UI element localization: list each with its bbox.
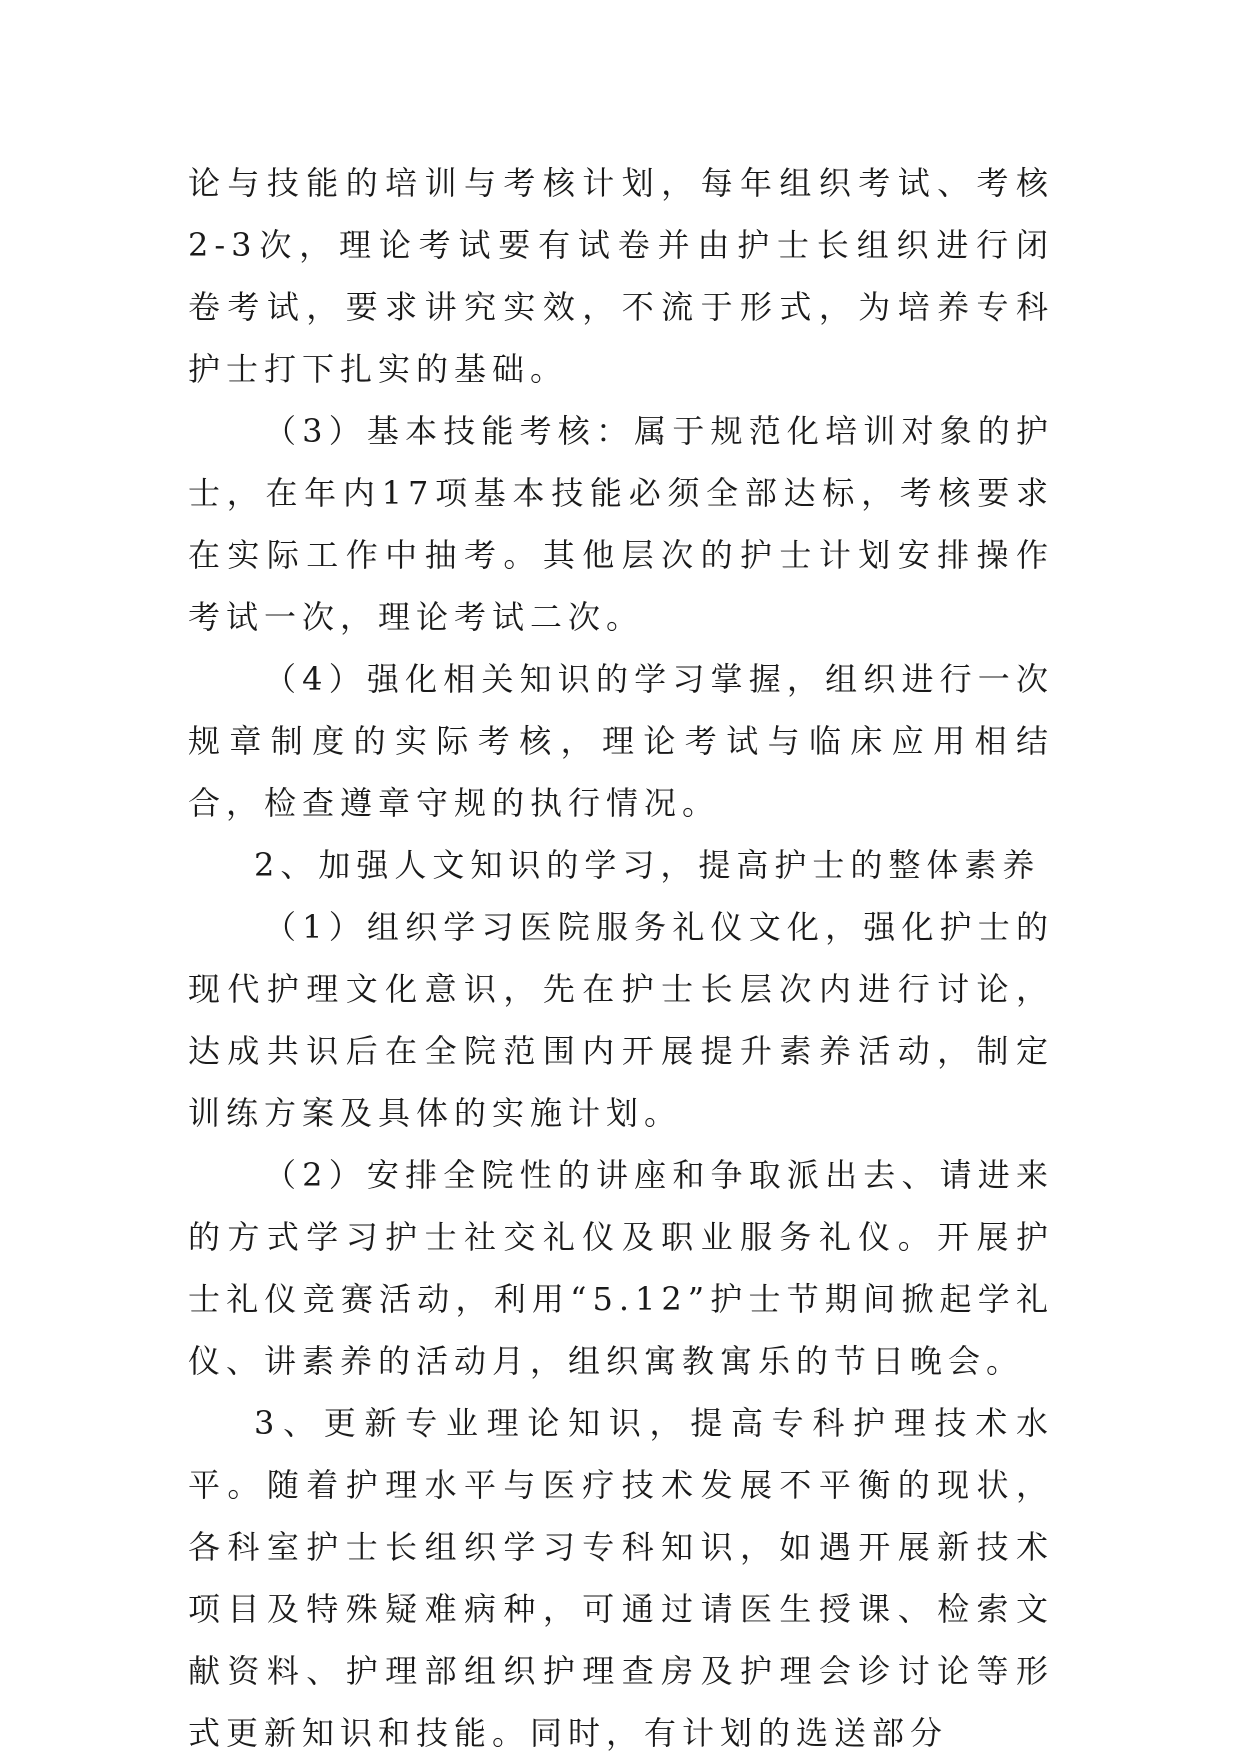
paragraph-etiquette-lectures: （2）安排全院性的讲座和争取派出去、请进来的方式学习护士社交礼仪及职业服务礼仪。开展护士礼仪竞赛活动，利用“5.12”护士节期间掀起学礼仪、讲素养的活动月，组织寓教寓乐的节日晚会。 [188, 1156, 1054, 1380]
section-heading-humanities: 2、加强人文知识的学习，提高护士的整体素养 [254, 846, 1041, 884]
paragraph-continuation: 论与技能的培训与考核计划，每年组织考试、考核2-3次，理论考试要有试卷并由护士长组织进行闭卷考试，要求讲究实效，不流于形式，为培养专科护士打下扎实的基础。 [188, 164, 1054, 388]
paragraph-rules-assessment: （4）强化相关知识的学习掌握，组织进行一次规章制度的实际考核，理论考试与临床应用相结合，检查遵章守规的执行情况。 [188, 660, 1054, 822]
document-body [188, 152, 1054, 1764]
paragraph-etiquette-culture: （1）组织学习医院服务礼仪文化，强化护士的现代护理文化意识，先在护士长层次内进行讨论，达成共识后在全院范围内开展提升素养活动，制定训练方案及具体的实施计划。 [188, 908, 1054, 1132]
paragraph-update-knowledge: 3、更新专业理论知识，提高专科护理技术水平。随着护理水平与医疗技术发展不平衡的现状，各科室护士长组织学习专科知识，如遇开展新技术项目及特殊疑难病种，可通过请医生授课、检索文献资料、护理部组织护理查房及护理会诊讨论等形式更新知识和技能。同时，有计划的选送部分 [188, 1404, 1054, 1752]
paragraph-basic-skills-assessment: （3）基本技能考核：属于规范化培训对象的护士，在年内17项基本技能必须全部达标，考核要求在实际工作中抽考。其他层次的护士计划安排操作考试一次，理论考试二次。 [188, 412, 1054, 636]
